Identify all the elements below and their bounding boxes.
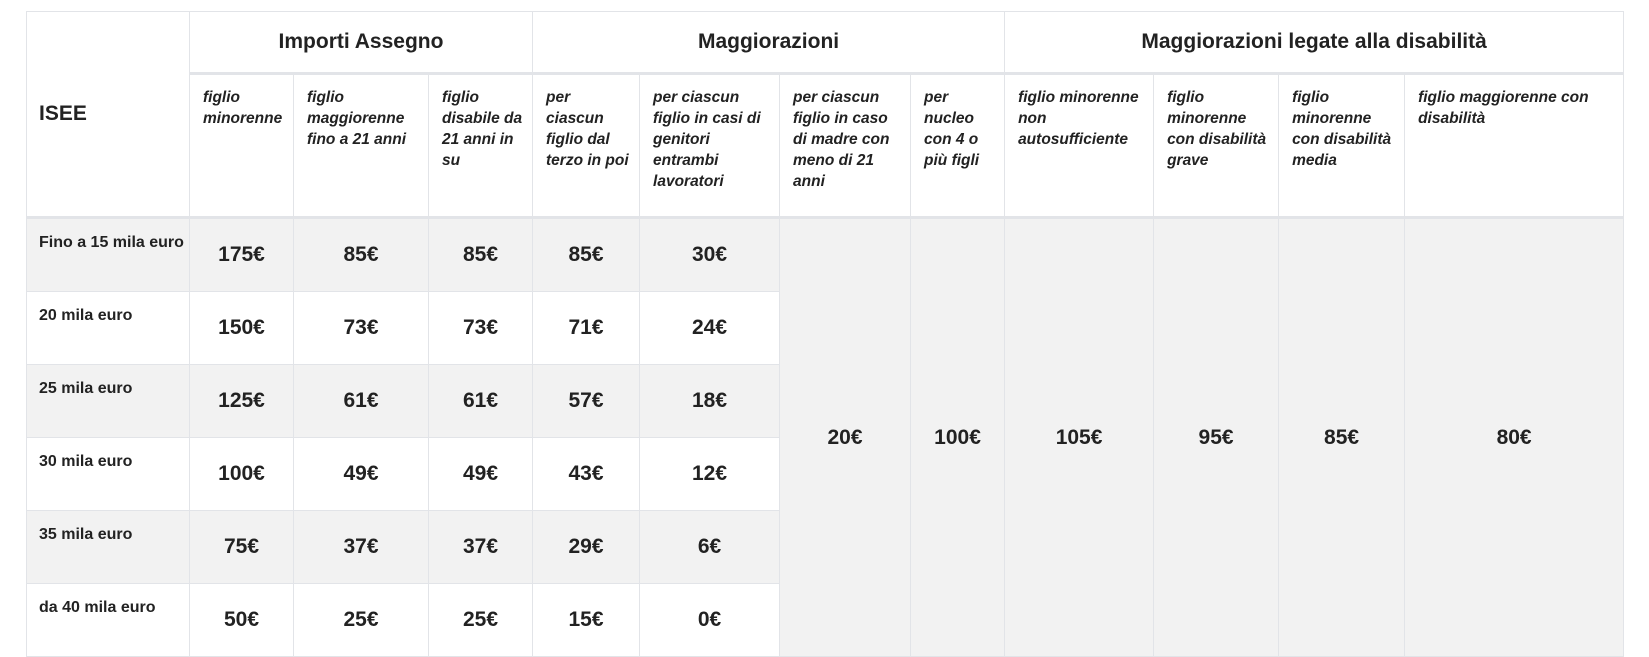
table-cell: 30€: [640, 218, 780, 292]
table-cell: 25€: [429, 584, 533, 657]
isee-row-label: 35 mila euro: [27, 511, 190, 584]
table-cell: 49€: [294, 438, 429, 511]
table-cell: 57€: [533, 365, 640, 438]
table-cell: 43€: [533, 438, 640, 511]
column-header-row: [27, 74, 1624, 218]
table-cell: 37€: [429, 511, 533, 584]
isee-row-label: Fino a 15 mila euro: [27, 218, 190, 292]
column-header: figlio minorenne: [190, 74, 294, 218]
table-cell: 85€: [429, 218, 533, 292]
isee-row-label: 20 mila euro: [27, 292, 190, 365]
table-cell: 18€: [640, 365, 780, 438]
isee-row-label: 30 mila euro: [27, 438, 190, 511]
table-row: [27, 218, 1624, 292]
table-cell: 29€: [533, 511, 640, 584]
table-cell: 75€: [190, 511, 294, 584]
column-header: figlio disabile da 21 anni in su: [429, 74, 533, 218]
table-cell: 100€: [190, 438, 294, 511]
table-cell: 24€: [640, 292, 780, 365]
fixed-value-cell: 20€: [780, 218, 911, 657]
column-header: figlio minorenne con disabilità media: [1279, 74, 1405, 218]
table-cell: 15€: [533, 584, 640, 657]
column-header: figlio minorenne non autosufficiente: [1005, 74, 1154, 218]
table-cell: 73€: [294, 292, 429, 365]
column-header: per nucleo con 4 o più figli: [911, 74, 1005, 218]
isee-row-label: 25 mila euro: [27, 365, 190, 438]
table-cell: 175€: [190, 218, 294, 292]
table-cell: 71€: [533, 292, 640, 365]
table-cell: 25€: [294, 584, 429, 657]
isee-header: ISEE: [27, 12, 190, 218]
fixed-value-cell: 80€: [1405, 218, 1624, 657]
table-cell: 150€: [190, 292, 294, 365]
table-cell: 125€: [190, 365, 294, 438]
fixed-value-cell: 95€: [1154, 218, 1279, 657]
column-header: figlio maggiorenne fino a 21 anni: [294, 74, 429, 218]
group-header-maggiorazioni: Maggiorazioni: [533, 12, 1005, 74]
fixed-value-cell: 85€: [1279, 218, 1405, 657]
column-header: figlio maggiorenne con disabilità: [1405, 74, 1624, 218]
group-header-importi: Importi Assegno: [190, 12, 533, 74]
column-header: per ciascun figlio in casi di genitori entrambi lavoratori: [640, 74, 780, 218]
table-cell: 85€: [533, 218, 640, 292]
column-header: per ciascun figlio dal terzo in poi: [533, 74, 640, 218]
table-cell: 50€: [190, 584, 294, 657]
allowance-table: [26, 11, 1624, 657]
column-header: per ciascun figlio in caso di madre con meno di 21 anni: [780, 74, 911, 218]
table-cell: 73€: [429, 292, 533, 365]
table-cell: 61€: [294, 365, 429, 438]
table-cell: 61€: [429, 365, 533, 438]
table-cell: 12€: [640, 438, 780, 511]
isee-row-label: da 40 mila euro: [27, 584, 190, 657]
group-header-disabilita: Maggiorazioni legate alla disabilità: [1005, 12, 1624, 74]
allowance-table-container: [26, 11, 1623, 657]
table-cell: 49€: [429, 438, 533, 511]
fixed-value-cell: 105€: [1005, 218, 1154, 657]
fixed-value-cell: 100€: [911, 218, 1005, 657]
table-cell: 0€: [640, 584, 780, 657]
table-cell: 37€: [294, 511, 429, 584]
table-cell: 6€: [640, 511, 780, 584]
table-cell: 85€: [294, 218, 429, 292]
column-header: figlio minorenne con disabilità grave: [1154, 74, 1279, 218]
group-header-row: [27, 12, 1624, 74]
